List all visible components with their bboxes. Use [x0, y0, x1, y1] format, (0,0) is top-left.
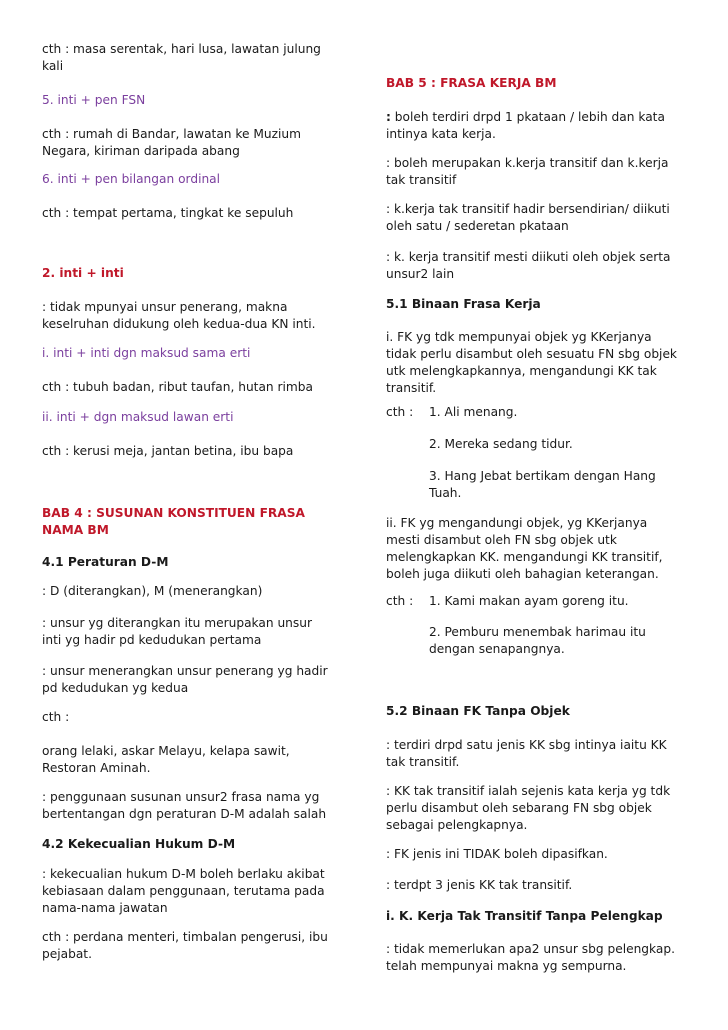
- example-sentence: 2. Pemburu menembak harimau itu dengan senapangnya.: [429, 625, 646, 656]
- example-label: cth :: [386, 405, 414, 419]
- subtype-heading: i. inti + inti dgn maksud sama erti: [42, 346, 251, 360]
- example-paragraph: orang lelaki, askar Melayu, kelapa sawit, Restoran Aminah.: [42, 744, 290, 775]
- colon-marker: :: [386, 110, 391, 124]
- example-label: cth :: [386, 594, 414, 608]
- body-paragraph: : terdiri drpd satu jenis KK sbg intinya iaitu KK tak transitif.: [386, 738, 667, 769]
- subsection-heading: 5.2 Binaan FK Tanpa Objek: [386, 704, 570, 718]
- example-sentence: 1. Ali menang.: [429, 405, 518, 419]
- example-paragraph: cth : kerusi meja, jantan betina, ibu bapa: [42, 444, 294, 458]
- body-paragraph: : kekecualian hukum D-M boleh berlaku akibat kebiasaan dalam penggunaan, terutama pada nama-nama jawatan: [42, 867, 325, 915]
- chapter-heading: BAB 5 : FRASA KERJA BM: [386, 76, 557, 90]
- example-paragraph: cth : rumah di Bandar, lawatan ke Muzium Negara, kiriman daripada abang: [42, 127, 301, 158]
- body-paragraph: : boleh merupakan k.kerja transitif dan k.kerja tak transitif: [386, 156, 669, 187]
- body-paragraph: : unsur menerangkan unsur penerang yg hadir pd kedudukan yg kedua: [42, 664, 328, 695]
- subsection-heading: 4.2 Kekecualian Hukum D-M: [42, 837, 236, 851]
- example-paragraph: cth : tubuh badan, ribut taufan, hutan rimba: [42, 380, 313, 394]
- body-paragraph: : k.kerja tak transitif hadir bersendirian/ diikuti oleh satu / sederetan pkataan: [386, 202, 670, 233]
- example-paragraph: cth : masa serentak, hari lusa, lawatan julung kali: [42, 42, 321, 73]
- body-paragraph: [386, 109, 665, 143]
- body-paragraph: : tidak mpunyai unsur penerang, makna keselruhan didukung oleh kedua-dua KN inti.: [42, 300, 316, 331]
- body-paragraph: : KK tak transitif ialah sejenis kata kerja yg tdk perlu disambut oleh sebarang FN sbg objek sebagai pelengkapnya.: [386, 784, 671, 832]
- example-paragraph: cth : tempat pertama, tingkat ke sepuluh: [42, 206, 294, 220]
- subsection-heading: 5.1 Binaan Frasa Kerja: [386, 297, 541, 311]
- body-paragraph: : D (diterangkan), M (menerangkan): [42, 584, 263, 598]
- example-sentence: 1. Kami makan ayam goreng itu.: [429, 594, 629, 608]
- body-paragraph: : FK jenis ini TIDAK boleh dipasifkan.: [386, 847, 608, 861]
- section-heading: 2. inti + inti: [42, 266, 124, 280]
- body-paragraph: : tidak memerlukan apa2 unsur sbg pelengkap. telah mempunyai makna yg sempurna.: [386, 942, 675, 973]
- body-text: boleh terdiri drpd 1 pkataan / lebih dan kata intinya kata kerja.: [386, 110, 665, 141]
- chapter-heading: BAB 4 : SUSUNAN KONSTITUEN FRASA NAMA BM: [42, 506, 305, 537]
- body-paragraph: : penggunaan susunan unsur2 frasa nama yg bertentangan dgn peraturan D-M adalah salah: [42, 790, 327, 821]
- body-paragraph: ii. FK yg mengandungi objek, yg KKerjanya mesti disambut oleh FN sbg objek utk melengkapkan KK. mengandungi KK transitif, boleh juga diikuti oleh bahagian keterangan.: [386, 516, 663, 581]
- body-paragraph: i. FK yg tdk mempunyai objek yg KKerjanya tidak perlu disambut oleh sesuatu FN sbg objek utk melengkapkannya, mengandungi KK tak transitif.: [386, 330, 677, 395]
- body-paragraph: : unsur yg diterangkan itu merupakan unsur inti yg hadir pd kedudukan pertama: [42, 616, 312, 647]
- subtype-heading: 5. inti + pen FSN: [42, 93, 146, 107]
- subtype-heading: ii. inti + dgn maksud lawan erti: [42, 410, 234, 424]
- subsection-heading: 4.1 Peraturan D-M: [42, 555, 169, 569]
- body-paragraph: : k. kerja transitif mesti diikuti oleh objek serta unsur2 lain: [386, 250, 671, 281]
- example-sentence: 2. Mereka sedang tidur.: [429, 437, 573, 451]
- body-paragraph: : terdpt 3 jenis KK tak transitif.: [386, 878, 573, 892]
- example-label: cth :: [42, 710, 70, 724]
- example-sentence: 3. Hang Jebat bertikam dengan Hang Tuah.: [429, 469, 656, 500]
- subtype-heading: 6. inti + pen bilangan ordinal: [42, 172, 221, 186]
- example-paragraph: cth : perdana menteri, timbalan pengerusi, ibu pejabat.: [42, 930, 328, 961]
- subsection-heading: i. K. Kerja Tak Transitif Tanpa Pelengkap: [386, 909, 663, 923]
